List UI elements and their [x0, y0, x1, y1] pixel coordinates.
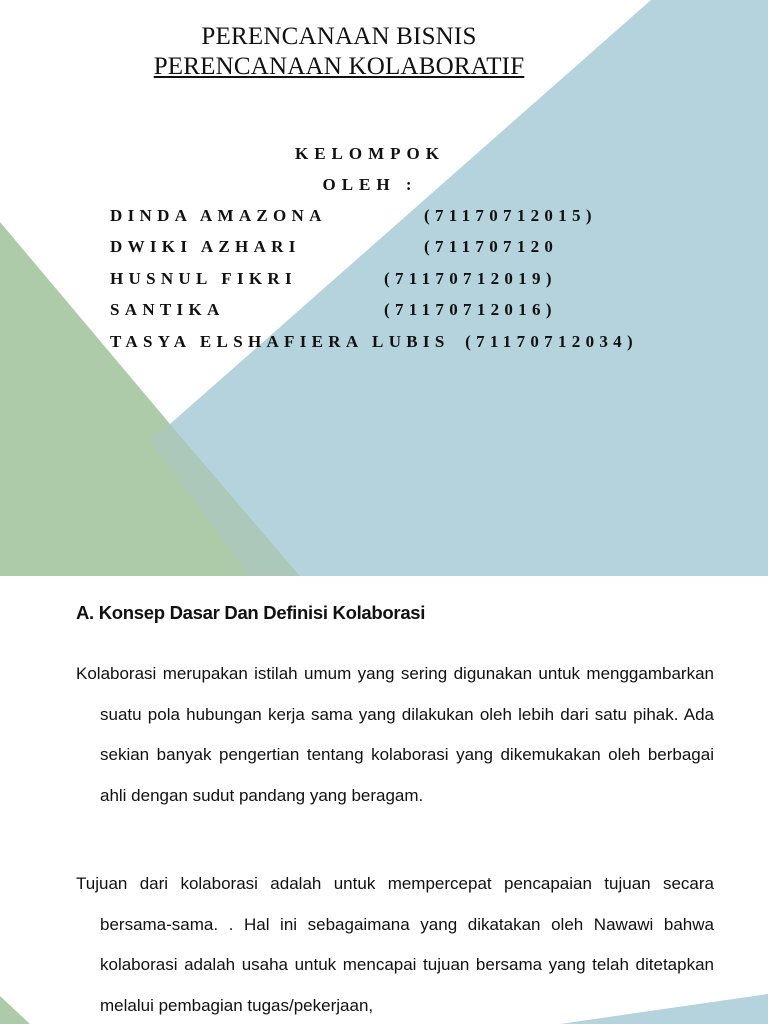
member-name: DWIKI AZHARI	[110, 237, 301, 256]
slide-title	[0, 22, 678, 82]
member-row	[110, 237, 559, 261]
green-corner-shape	[0, 996, 30, 1024]
member-nim: (71170712019)	[384, 269, 557, 288]
member-nim: (71170712015)	[424, 206, 597, 225]
member-nim: (711707120	[424, 237, 559, 256]
member-nim: (71170712016)	[384, 300, 557, 319]
title-line-2: PERENCANAAN KOLABORATIF	[153, 53, 525, 80]
title-line-1: PERENCANAAN BISNIS	[201, 23, 477, 50]
member-name: SANTIKA	[110, 300, 225, 319]
member-name: DINDA AMAZONA	[110, 206, 327, 225]
section-heading: A. Konsep Dasar Dan Definisi Kolaborasi	[76, 602, 426, 623]
member-row	[110, 332, 638, 356]
member-name: TASYA ELSHAFIERA LUBIS	[110, 332, 450, 351]
paragraph: Kolaborasi merupakan istilah umum yang sering digunakan untuk menggambarkan suatu pola hubungan kerja sama yang dilakukan oleh lebih dari satu pihak. Ada sekian banyak pengertian tentang kolaborasi yang dikemukakan oleh berbagai ahli dengan sudut pandang yang beragam.	[76, 664, 714, 805]
content-slide	[0, 576, 768, 1024]
member-nim: (71170712034)	[465, 332, 638, 351]
member-row	[110, 206, 597, 230]
member-row	[110, 300, 557, 324]
by-label: OLEH :	[322, 175, 418, 194]
member-name: HUSNUL FIKRI	[110, 269, 297, 288]
group-label: KELOMPOK	[295, 144, 445, 163]
member-row	[110, 269, 557, 293]
paragraph: Tujuan dari kolaborasi adalah untuk mempercepat pencapaian tujuan secara bersama-sama. . Hal ini sebagaimana yang dikatakan oleh Nawawi bahwa kolaborasi adalah usaha untuk mencapai tujuan bersama yang telah ditetapkan melalui pembagian tugas/pekerjaan,	[76, 874, 714, 1015]
